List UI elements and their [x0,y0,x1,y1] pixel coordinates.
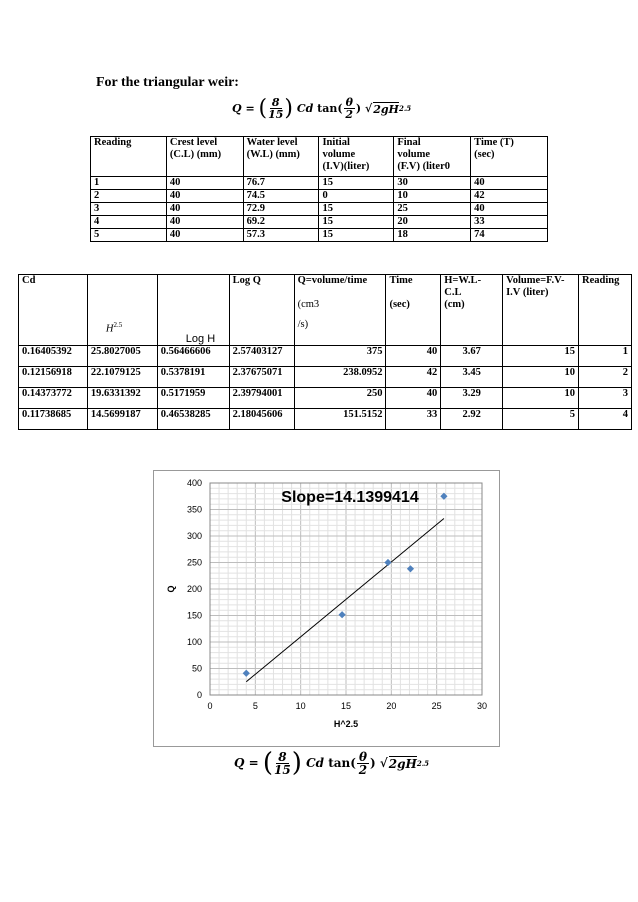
formula-q: Q [232,102,242,115]
y-tick-label: 350 [186,504,202,515]
y-tick-label: 50 [191,663,202,674]
header-crest-level: Crest level (C.L) (mm) [166,137,243,177]
table-row: 0.12156918 22.1079125 0.5378191 2.37675071 238.0952 42 3.45 10 2 [19,367,632,388]
formula-tan: tan( [317,102,343,115]
calculations-table [18,274,632,430]
table-row: 0.11738685 14.5699187 0.46538285 2.18045606 151.5152 33 2.92 5 4 [19,409,632,430]
y-tick-label: 250 [186,557,202,568]
y-tick-label: 200 [186,584,202,594]
formula-q: Q [234,756,245,770]
x-tick-label: 25 [431,701,442,711]
header-water-level: Water level (W.L) (mm) [243,137,319,177]
table-row: 5 40 57.3 15 18 74 [91,229,548,242]
header-log-h: Log H [157,275,229,346]
x-axis-label: H^2.5 [333,719,359,729]
formula-cd: Cd [306,756,325,770]
table-row: 1 40 76.7 15 30 40 [91,177,548,190]
header-time: Time (T) (sec) [471,137,548,177]
y-tick-label: 300 [186,531,202,541]
header-initial-volume: Initial volume (I.V)(liter) [319,137,394,177]
trendline [246,519,444,682]
x-tick-label: 5 [252,701,258,711]
formula-theta: θ [358,749,367,764]
sqrt-symbol: √ [379,756,388,770]
formula-eq: = [245,102,255,115]
header-reading: Reading [91,137,167,177]
header-volume: Volume=F.V- I.V (liter) [503,275,579,346]
header-log-q: Log Q [229,275,294,346]
header-reading: Reading [579,275,632,346]
table-header-row [91,137,548,177]
weir-formula-top: Q = ( $\frac{8}{15}$ ) Cd tan( $\frac{\theta}{2}$ ) √ 2gH 2.5 [232,96,412,121]
x-tick-label: 0 [207,701,213,711]
formula-theta: θ [345,96,353,109]
formula-close: ) [355,102,362,115]
y-tick-label: 150 [186,610,202,621]
y-axis-label: Q [166,585,176,593]
formula-radicand: 2gH [388,756,417,771]
table-header-row [19,275,632,346]
formula-cd: Cd [296,102,314,115]
header-cd: Cd [19,275,88,346]
table-row: 4 40 69.2 15 20 33 [91,216,548,229]
table-row: 2 40 74.5 0 10 42 [91,190,548,203]
formula-exponent: 2.5 [398,104,412,113]
x-tick-label: 10 [295,701,306,711]
formula-den: 15 [274,762,291,777]
data-point [407,565,414,572]
scatter-chart [153,470,500,747]
header-h25: $H^{2.5}$ [87,275,157,346]
formula-tan: tan( [328,756,356,770]
chart-title: Slope=14.1399414 [281,489,419,506]
header-final-volume: Final volume (F.V) (liter0 [394,137,471,177]
x-tick-label: 20 [386,701,397,711]
table-row: 3 40 72.9 15 25 40 [91,203,548,216]
y-tick-label: 100 [186,637,202,647]
formula-two: 2 [358,762,368,777]
data-point [243,670,250,677]
formula-radicand: 2gH [373,102,399,116]
data-point [384,559,391,566]
chart-svg [154,471,499,746]
y-tick-label: 0 [196,690,202,700]
formula-two: 2 [345,108,354,121]
header-q: Q=volume/time (cm3 /s) [294,275,386,346]
formula-num: 8 [271,96,280,109]
sqrt-symbol: √ [364,102,373,115]
y-tick-label: 400 [186,478,202,488]
header-head: H=W.L- C.L (cm) [441,275,503,346]
table-row: 0.14373772 19.6331392 0.5171959 2.39794001 250 40 3.29 10 3 [19,388,632,409]
formula-close: ) [369,756,376,770]
x-tick-label: 15 [340,701,352,711]
data-point [339,611,346,618]
table-row: 0.16405392 25.8027005 0.56466606 2.57403127 375 40 3.67 15 1 [19,346,632,367]
formula-num: 8 [278,749,287,764]
formula-exponent: 2.5 [416,758,430,768]
section-heading: For the triangular weir: [96,75,239,90]
weir-formula-bottom: Q = ( $\frac{8}{15}$ ) Cd tan( $\frac{\theta}{2}$ ) √ 2gH 2.5 [234,748,430,778]
formula-eq: = [248,756,259,770]
header-time: Time (sec) [386,275,441,346]
readings-table [90,136,548,242]
formula-den: 15 [268,108,284,121]
x-tick-label: 30 [476,701,488,711]
